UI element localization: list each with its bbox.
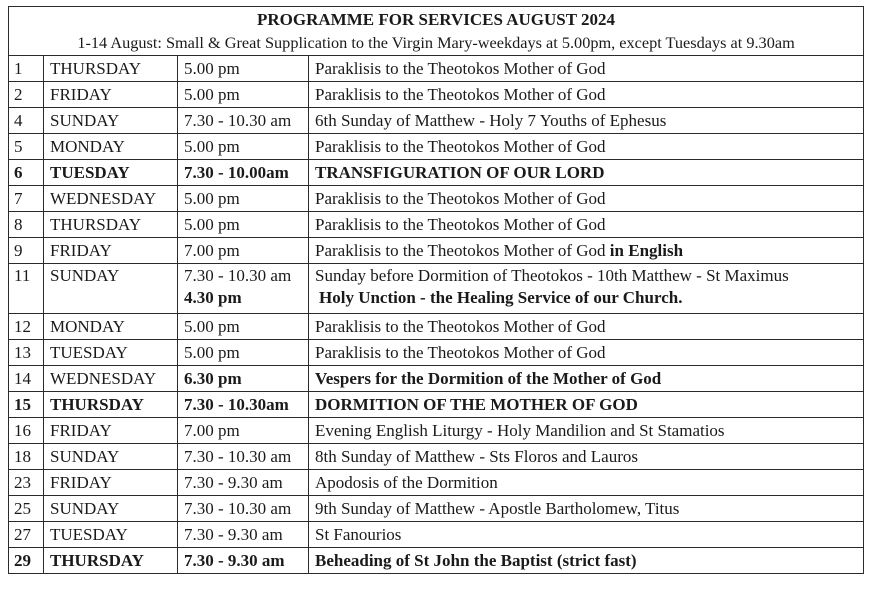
service-text: 8th Sunday of Matthew - Sts Floros and Lauros: [315, 446, 638, 466]
day-cell: THURSDAY: [44, 392, 178, 418]
date-cell: 27: [9, 522, 44, 548]
time-cell: [178, 548, 309, 574]
date-cell: 6: [9, 160, 44, 186]
day-cell: FRIDAY: [44, 418, 178, 444]
day-cell: WEDNESDAY: [44, 366, 178, 392]
time-text: 7.30 - 10.30 am: [184, 266, 292, 285]
table-row: [9, 444, 864, 470]
table-row: [9, 264, 864, 314]
time-text: 7.30 - 10.30 am: [184, 498, 292, 518]
time-text: 7.30 - 9.30 am: [184, 550, 285, 570]
day-cell: THURSDAY: [44, 56, 178, 82]
time-text: 7.30 - 10.00am: [184, 162, 289, 182]
table-row: [9, 134, 864, 160]
date-cell: 2: [9, 82, 44, 108]
day-cell: FRIDAY: [44, 238, 178, 264]
table-row: [9, 418, 864, 444]
time-cell: [178, 314, 309, 340]
service-cell: [309, 160, 864, 186]
service-cell: [309, 470, 864, 496]
day-cell: MONDAY: [44, 134, 178, 160]
day-cell: TUESDAY: [44, 522, 178, 548]
service-cell: [309, 238, 864, 264]
day-cell: SUNDAY: [44, 264, 178, 314]
table-row: [9, 56, 864, 82]
table-row: [9, 108, 864, 134]
time-cell: [178, 496, 309, 522]
date-cell: 5: [9, 134, 44, 160]
time-text: 5.00 pm: [184, 84, 240, 104]
service-text: Paraklisis to the Theotokos Mother of God: [315, 136, 606, 156]
header-cell: [9, 7, 864, 56]
service-text: St Fanourios: [315, 524, 402, 544]
service-cell: [309, 264, 864, 314]
time-text: 7.30 - 10.30 am: [184, 446, 292, 466]
service-cell: [309, 418, 864, 444]
day-cell: MONDAY: [44, 314, 178, 340]
service-cell: [309, 366, 864, 392]
service-text: 9th Sunday of Matthew - Apostle Bartholomew, Titus: [315, 498, 680, 518]
day-cell: TUESDAY: [44, 160, 178, 186]
service-cell: [309, 444, 864, 470]
table-row: [9, 522, 864, 548]
page-subtitle: 1-14 August: Small & Great Supplication to the Virgin Mary-weekdays at 5.00pm, except Tuesdays at 9.30am: [77, 33, 795, 52]
time-cell: [178, 444, 309, 470]
service-text-2: Holy Unction - the Healing Service of our Church.: [319, 288, 683, 307]
time-cell: [178, 392, 309, 418]
service-text: TRANSFIGURATION OF OUR LORD: [315, 162, 605, 182]
service-text: Paraklisis to the Theotokos Mother of God: [315, 58, 606, 78]
time-text-2: 4.30 pm: [184, 288, 242, 307]
date-cell: 7: [9, 186, 44, 212]
time-cell: [178, 470, 309, 496]
date-cell: 9: [9, 238, 44, 264]
time-text: 7.30 - 9.30 am: [184, 472, 283, 492]
table-row: [9, 392, 864, 418]
date-cell: 15: [9, 392, 44, 418]
time-text: 7.30 - 10.30 am: [184, 110, 292, 130]
time-text: 5.00 pm: [184, 214, 240, 234]
day-cell: SUNDAY: [44, 444, 178, 470]
service-cell: [309, 340, 864, 366]
time-cell: [178, 522, 309, 548]
table-row: [9, 314, 864, 340]
service-text: Paraklisis to the Theotokos Mother of God: [315, 342, 606, 362]
table-row: [9, 470, 864, 496]
day-cell: THURSDAY: [44, 548, 178, 574]
day-cell: FRIDAY: [44, 470, 178, 496]
time-text: 7.00 pm: [184, 420, 240, 440]
services-table: [8, 6, 864, 574]
table-row: [9, 340, 864, 366]
service-cell: [309, 186, 864, 212]
date-cell: 25: [9, 496, 44, 522]
day-cell: SUNDAY: [44, 496, 178, 522]
service-cell: [309, 134, 864, 160]
service-cell: [309, 314, 864, 340]
service-cell: [309, 522, 864, 548]
service-text: Paraklisis to the Theotokos Mother of God: [315, 188, 606, 208]
service-text: Beheading of St John the Baptist (strict fast): [315, 550, 637, 570]
time-cell: [178, 56, 309, 82]
day-cell: TUESDAY: [44, 340, 178, 366]
table-row: [9, 212, 864, 238]
date-cell: 23: [9, 470, 44, 496]
time-cell: [178, 340, 309, 366]
date-cell: 29: [9, 548, 44, 574]
service-cell: [309, 212, 864, 238]
table-row: [9, 82, 864, 108]
service-text-suffix: in English: [609, 240, 684, 260]
time-text: 5.00 pm: [184, 188, 240, 208]
table-row: [9, 496, 864, 522]
time-cell: [178, 212, 309, 238]
service-text-main: Paraklisis to the Theotokos Mother of God: [315, 240, 606, 260]
page-title: PROGRAMME FOR SERVICES AUGUST 2024: [257, 10, 616, 29]
date-cell: 4: [9, 108, 44, 134]
day-cell: WEDNESDAY: [44, 186, 178, 212]
time-cell: [178, 366, 309, 392]
table-row: [9, 238, 864, 264]
time-cell: [178, 418, 309, 444]
table-row: [9, 160, 864, 186]
date-cell: 11: [9, 264, 44, 314]
table-row: [9, 548, 864, 574]
service-cell: [309, 82, 864, 108]
date-cell: 1: [9, 56, 44, 82]
service-cell: [309, 108, 864, 134]
time-cell: [178, 238, 309, 264]
day-cell: THURSDAY: [44, 212, 178, 238]
time-cell: [178, 108, 309, 134]
date-cell: 13: [9, 340, 44, 366]
service-text: Vespers for the Dormition of the Mother of God: [315, 368, 662, 388]
service-cell: [309, 392, 864, 418]
table-row: [9, 366, 864, 392]
time-text: 5.00 pm: [184, 58, 240, 78]
service-cell: [309, 496, 864, 522]
time-cell: [178, 134, 309, 160]
date-cell: 12: [9, 314, 44, 340]
time-text: 7.30 - 9.30 am: [184, 524, 283, 544]
service-text: Sunday before Dormition of Theotokos - 10th Matthew - St Maximus: [315, 266, 789, 285]
time-cell: [178, 160, 309, 186]
day-cell: FRIDAY: [44, 82, 178, 108]
service-text: Evening English Liturgy - Holy Mandilion and St Stamatios: [315, 420, 725, 440]
time-cell: [178, 186, 309, 212]
time-cell: [178, 264, 309, 314]
time-text: 5.00 pm: [184, 316, 240, 336]
time-text: 5.00 pm: [184, 342, 240, 362]
service-text: 6th Sunday of Matthew - Holy 7 Youths of Ephesus: [315, 110, 667, 130]
day-cell: SUNDAY: [44, 108, 178, 134]
date-cell: 14: [9, 366, 44, 392]
header-row: [9, 7, 864, 56]
service-text: Paraklisis to the Theotokos Mother of God: [315, 316, 606, 336]
table-row: [9, 186, 864, 212]
date-cell: 8: [9, 212, 44, 238]
service-text: Apodosis of the Dormition: [315, 472, 498, 492]
date-cell: 16: [9, 418, 44, 444]
service-cell: [309, 56, 864, 82]
date-cell: 18: [9, 444, 44, 470]
time-cell: [178, 82, 309, 108]
service-text: Paraklisis to the Theotokos Mother of God: [315, 84, 606, 104]
service-text: Paraklisis to the Theotokos Mother of God: [315, 214, 606, 234]
time-text: 6.30 pm: [184, 368, 242, 388]
time-text: 7.30 - 10.30am: [184, 394, 289, 414]
time-text: 7.00 pm: [184, 240, 240, 260]
service-text: [315, 240, 857, 262]
programme-sheet: [8, 6, 863, 598]
service-text: DORMITION OF THE MOTHER OF GOD: [315, 394, 638, 414]
time-text: 5.00 pm: [184, 136, 240, 156]
service-cell: [309, 548, 864, 574]
